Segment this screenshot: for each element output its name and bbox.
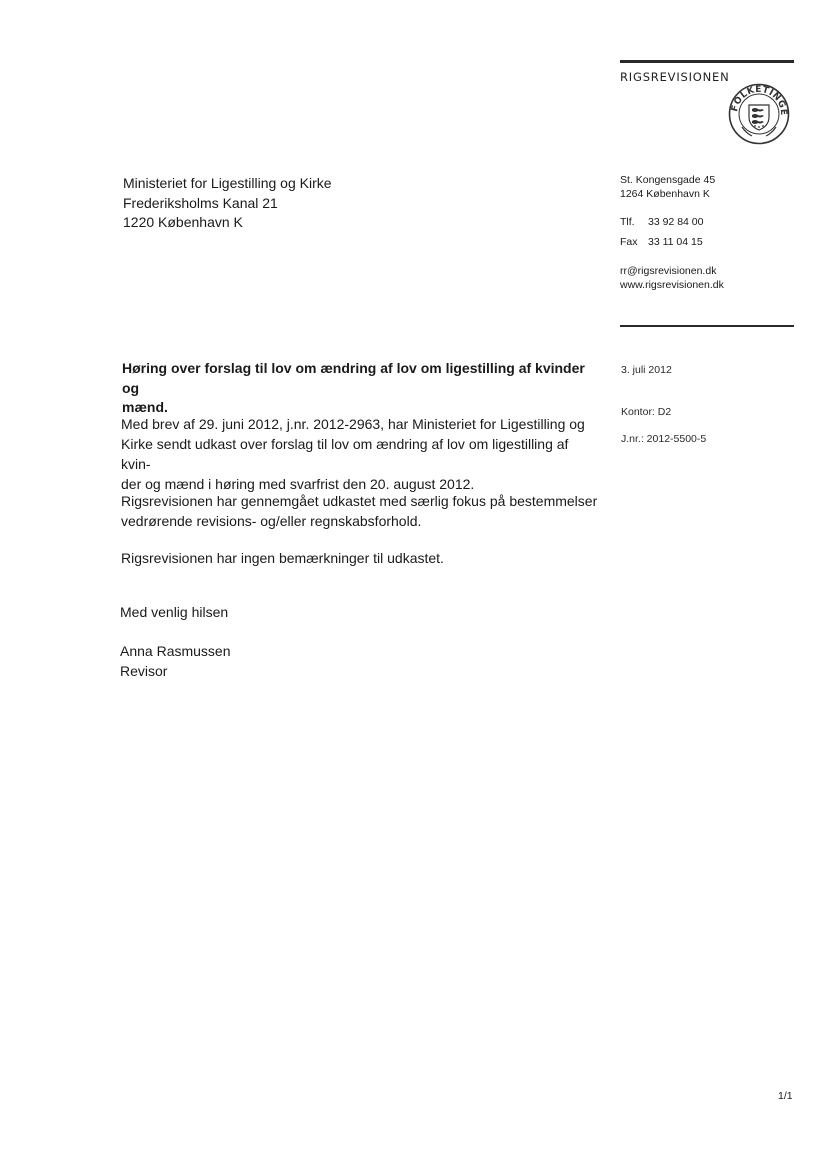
paragraph-1-line-3: der og mænd i høring med svarfrist den 20. august 2012.	[121, 476, 475, 492]
body-paragraph-3	[121, 548, 601, 568]
signer-name: Anna Rasmussen	[120, 643, 231, 659]
phone-number: 33 92 84 00	[648, 216, 704, 228]
sender-fax-row	[620, 233, 724, 253]
recipient-address	[123, 174, 332, 233]
sender-street: St. Kongensgade 45	[620, 174, 716, 186]
sender-phone-row	[620, 213, 724, 233]
sender-contact	[620, 173, 724, 292]
letter-date: 3. juli 2012	[621, 364, 672, 376]
organization-name: RIGSREVISIONEN	[620, 70, 730, 84]
fax-number: 33 11 04 15	[648, 235, 703, 248]
page-number: 1/1	[778, 1090, 793, 1102]
office-code: Kontor: D2	[621, 406, 672, 418]
signer-title: Revisor	[120, 663, 168, 679]
journal-number: J.nr.: 2012-5500-5	[621, 433, 707, 445]
paragraph-1-line-1: Med brev af 29. juni 2012, j.nr. 2012-2963, har Ministeriet for Ligestilling og	[121, 416, 585, 432]
paragraph-2-line-1: Rigsrevisionen har gennemgået udkastet med særlig fokus på bestemmelser	[121, 493, 598, 509]
paragraph-2-line-2: vedrørende revisions- og/eller regnskabsforhold.	[121, 513, 422, 529]
subject-line-2: mænd.	[122, 399, 168, 415]
sender-city: 1264 København K	[620, 188, 710, 200]
recipient-city: 1220 København K	[123, 214, 243, 230]
sender-website: www.rigsrevisionen.dk	[620, 279, 724, 291]
phone-label: Tlf.	[620, 216, 635, 228]
recipient-street: Frederiksholms Kanal 21	[123, 194, 278, 211]
paragraph-1-line-2: Kirke sendt udkast over forslag til lov om ændring af lov om ligestilling af kvin-	[121, 436, 569, 472]
seal-text: FOLKETINGE	[730, 84, 789, 116]
header-bottom-rule	[620, 325, 794, 327]
signer-block	[120, 641, 231, 681]
closing-greeting: Med venlig hilsen	[120, 604, 229, 620]
body-paragraph-2	[121, 491, 601, 531]
recipient-name: Ministeriet for Ligestilling og Kirke	[123, 175, 332, 191]
paragraph-3-line-1: Rigsrevisionen har ingen bemærkninger til udkastet.	[121, 550, 444, 566]
letter-subject	[122, 359, 602, 418]
fax-label: Fax	[620, 235, 638, 248]
folketinget-seal-icon	[728, 83, 790, 145]
body-paragraph-1	[121, 414, 601, 494]
header-top-rule	[620, 60, 794, 63]
subject-line-1: Høring over forslag til lov om ændring af lov om ligestilling af kvinder og	[122, 360, 585, 396]
sender-email: rr@rigsrevisionen.dk	[620, 265, 717, 277]
